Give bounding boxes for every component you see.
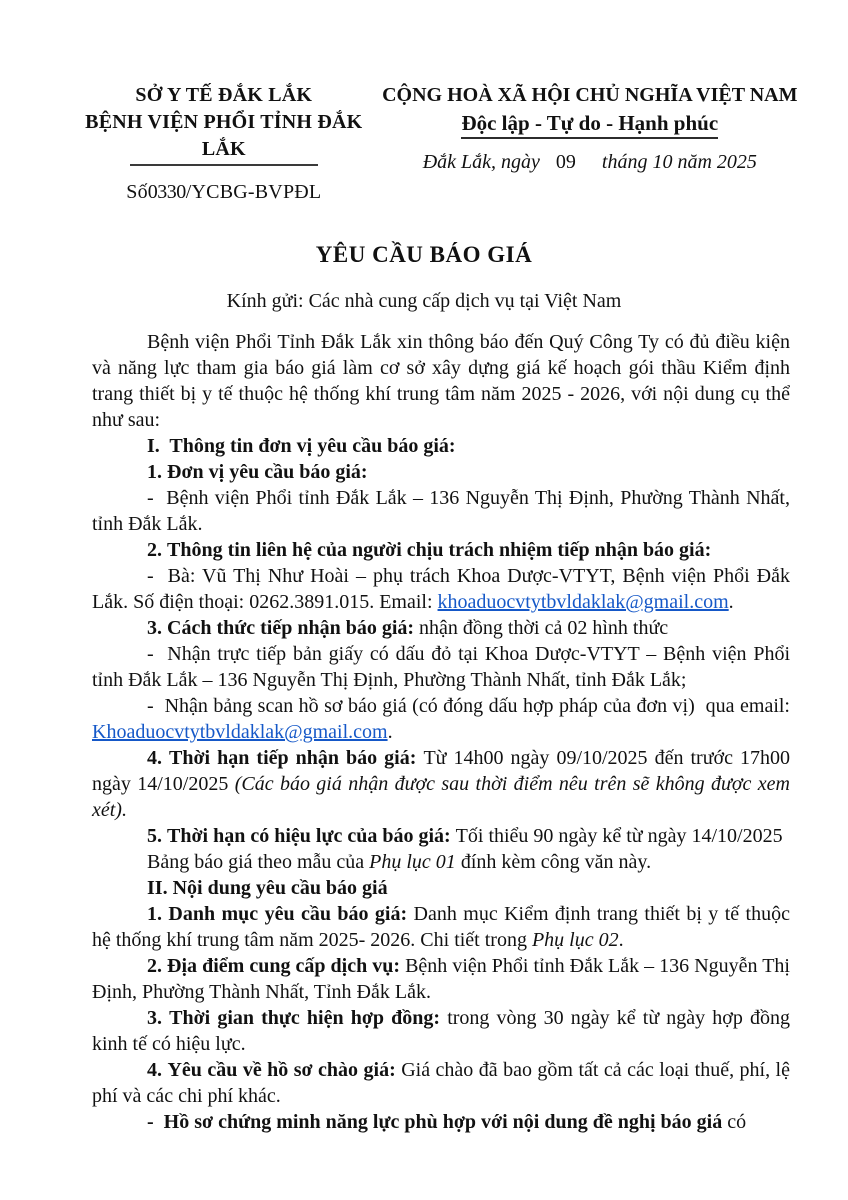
section-heading	[92, 1005, 790, 1057]
text-segment: .	[618, 929, 624, 951]
text-segment: nhận đồng thời cả 02 hình thức	[419, 617, 669, 639]
text-segment: 1. Đơn vị yêu cầu báo giá:	[147, 461, 368, 483]
place-date-line	[378, 149, 802, 176]
section-heading	[92, 615, 790, 641]
text-segment: 2. Địa điểm cung cấp dịch vụ:	[147, 955, 406, 977]
greeting-line: Kính gửi: Các nhà cung cấp dịch vụ tại Việt Nam	[226, 290, 622, 312]
date-day: 09	[555, 151, 576, 173]
place-date-prefix: Đắk Lắk, ngày	[422, 151, 540, 173]
bullet-item	[92, 563, 790, 615]
text-segment: Tối thiểu 90 ngày kể từ ngày 14/10/2025	[455, 825, 783, 847]
doc-no-suffix: /YCBG-BVPĐL	[185, 181, 322, 203]
paragraph	[92, 849, 790, 875]
document-body	[0, 313, 848, 1135]
text-segment: - Nhận bảng scan hồ sơ báo giá (có đóng dấu hợp pháp của đơn vị) qua email:	[147, 695, 790, 717]
national-motto-line	[378, 110, 802, 137]
national-motto: Độc lập - Tự do - Hạnh phúc	[461, 111, 718, 139]
parent-org-name: SỞ Y TẾ ĐẮK LẮK	[135, 84, 313, 106]
section-heading	[92, 1057, 790, 1109]
bullet-item	[92, 485, 790, 537]
email-link[interactable]: khoaduocvtytbvldaklak@gmail.com	[437, 591, 729, 613]
doc-no-value: 0330	[147, 181, 186, 203]
text-segment: 1. Danh mục yêu cầu báo giá:	[147, 903, 414, 925]
section-heading	[92, 459, 790, 485]
document-title: YÊU CẦU BÁO GIÁ	[315, 242, 533, 267]
section-heading	[92, 433, 790, 459]
text-segment: Bệnh viện Phổi Tỉnh Đắk Lắk xin thông báo đến Quý Công Ty có đủ điều kiện và năng lực tham gia báo giá làm cơ sở xây dựng giá kế hoạch gói thầu Kiểm định trang thiết bị y tế thuộc hệ thống khí trung tâm năm 2025 - 2026, với nội dung cụ thể như sau:	[92, 331, 790, 431]
section-heading	[92, 875, 790, 901]
issuing-org-block	[70, 82, 378, 206]
national-header-block	[378, 82, 802, 206]
email-link[interactable]: Khoaduocvtytbvldaklak@gmail.com	[92, 721, 388, 743]
text-segment: - Nhận trực tiếp bản giấy có dấu đỏ tại Khoa Dược-VTYT – Bệnh viện Phổi tỉnh Đắk Lắk – 136 Nguyễn Thị Định, Phường Thành Nhất, tỉnh Đắk Lắk;	[92, 643, 790, 691]
national-title: CỘNG HOÀ XÃ HỘI CHỦ NGHĨA VIỆT NAM	[382, 84, 798, 106]
text-segment: có	[722, 1111, 747, 1133]
doc-no-prefix: Số	[126, 181, 148, 203]
text-segment: - Bệnh viện Phổi tỉnh Đắk Lắk – 136 Nguyễn Thị Định, Phường Thành Nhất, tỉnh Đắk Lắk.	[92, 487, 790, 535]
section-heading	[92, 823, 790, 849]
bullet-item	[92, 1109, 790, 1135]
section-heading	[92, 745, 790, 823]
text-segment: 4. Yêu cầu về hồ sơ chào giá:	[147, 1059, 402, 1081]
org-underline-rule	[130, 164, 318, 166]
text-segment: .	[387, 721, 393, 743]
text-segment: - Hồ sơ chứng minh năng lực phù hợp với nội dung đề nghị báo giá	[147, 1111, 723, 1133]
text-segment: 4. Thời hạn tiếp nhận báo giá:	[147, 747, 424, 769]
text-segment: Phụ lục 01	[369, 851, 456, 873]
text-segment: Từ 14h00 ngày 09/10/2025 đến trước 17h00 ngày 14/10/2025	[92, 747, 791, 795]
text-segment: đính kèm công văn này.	[455, 851, 652, 873]
place-date-suffix: tháng 10 năm 2025	[601, 151, 757, 173]
text-segment: Giá chào đã bao gồm tất cả các loại thuế, phí, lệ phí và các chi phí khác.	[92, 1059, 790, 1107]
bullet-item	[92, 693, 790, 745]
text-segment: I. Thông tin đơn vị yêu cầu báo giá:	[147, 435, 456, 457]
section-heading	[92, 901, 790, 953]
org-name: BỆNH VIỆN PHỔI TỈNH ĐẮK LẮK	[85, 111, 363, 160]
text-segment: Phụ lục 02	[531, 929, 619, 951]
text-segment: trong vòng 30 ngày kể từ ngày hợp đồng kinh tế có hiệu lực.	[92, 1007, 790, 1055]
bullet-item	[92, 641, 790, 693]
text-segment: .	[728, 591, 734, 613]
text-segment: 2. Thông tin liên hệ của người chịu trách nhiệm tiếp nhận báo giá:	[147, 539, 712, 561]
text-segment: II. Nội dung yêu cầu báo giá	[147, 877, 388, 899]
section-heading	[92, 953, 790, 1005]
document-number	[70, 179, 378, 206]
document-header	[0, 0, 848, 206]
text-segment: Bệnh viện Phổi tỉnh Đắk Lắk – 136 Nguyễn Thị Định, Phường Thành Nhất, Tỉnh Đắk Lắk.	[92, 955, 790, 1003]
text-segment: - Bà: Vũ Thị Như Hoài – phụ trách Khoa Dược-VTYT, Bệnh viện Phổi Đắk Lắk. Số điện thoại: 0262.3891.015. Email:	[92, 565, 790, 613]
text-segment: (Các báo giá nhận được sau thời điểm nêu trên sẽ không được xem xét).	[92, 773, 790, 821]
text-segment: Danh mục Kiểm định trang thiết bị y tế thuộc hệ thống khí trung tâm năm 2025- 2026. Chi tiết trong	[92, 903, 790, 951]
text-segment: 5. Thời hạn có hiệu lực của báo giá:	[147, 825, 456, 847]
paragraph	[92, 329, 790, 433]
text-segment: Bảng báo giá theo mẫu của	[147, 851, 370, 873]
text-segment: 3. Cách thức tiếp nhận báo giá:	[147, 617, 420, 639]
text-segment: 3. Thời gian thực hiện hợp đồng:	[147, 1007, 448, 1029]
section-heading	[92, 537, 790, 563]
